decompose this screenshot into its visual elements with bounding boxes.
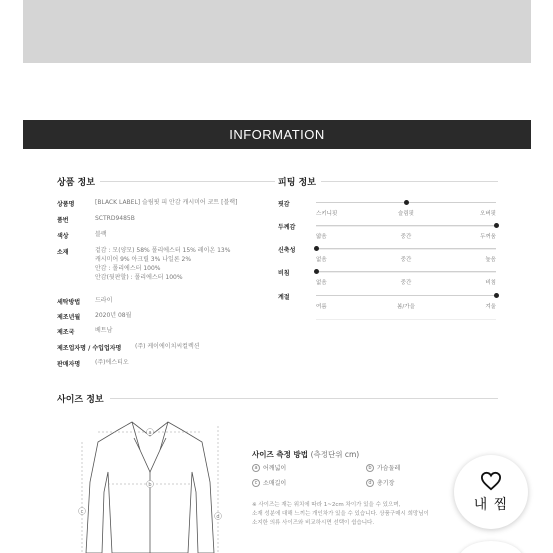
information-header: [23, 120, 531, 149]
diagram-mark-a: a: [148, 429, 152, 436]
fit-option-label: 없음: [316, 257, 327, 263]
fit-scale-track: [316, 202, 496, 203]
table-row: 제조년월 2020년 08월: [57, 312, 132, 321]
fit-level-indicator: [404, 200, 409, 205]
fit-option-label: 높음: [485, 257, 496, 263]
fit-label: 계절: [278, 294, 290, 301]
fit-option-label: 없음: [316, 280, 327, 286]
diagram-mark-c: c: [80, 508, 84, 515]
fit-scale-track: [316, 248, 496, 249]
wishlist-button[interactable]: [454, 455, 528, 529]
measure-item-sleeve: c 소매길이: [252, 478, 286, 487]
fit-row-divider: [316, 319, 496, 320]
size-note-line-1: ※ 사이즈는 재는 위치에 따라 1~2cm 차이가 있을 수 있으며,: [252, 502, 401, 508]
fit-info-divider: [321, 181, 498, 182]
fit-label: 핏감: [278, 201, 290, 208]
table-row: 제조국 베트남: [57, 327, 113, 336]
table-row: 상품명 [BLACK LABEL] 슬림핏 피 안감 캐시미어 코트 [블랙]: [57, 199, 238, 208]
product-image-bottom-strip: [23, 0, 531, 63]
size-note-line-2: 소재 성분에 대해 느끼는 개인차가 있을 수 있습니다. 상품구매시 희망님이: [252, 511, 429, 517]
fit-label: 비침: [278, 270, 290, 277]
fit-scale-track: [316, 271, 496, 272]
fit-level-indicator: [314, 246, 319, 251]
fit-option-label: 봄/가을: [397, 304, 415, 310]
table-row: 소재 겉감 : 모(양모) 58% 폴리에스터 15% 레이온 13% 캐시미어 9% 아크릴 3% 나일론 2% 안감 : 폴리에스터 100% 안감(뒷판할) : 폴리에스터 100%: [57, 247, 231, 281]
table-row: 색상 블랙: [57, 231, 107, 240]
fit-option-label: 스키니핏: [316, 211, 338, 217]
measure-mark: a: [252, 464, 260, 472]
table-row: 판매자명 (주)에스티오: [57, 359, 129, 368]
size-info-title: 사이즈 정보: [57, 395, 104, 405]
fit-level-indicator: [314, 269, 319, 274]
size-note-line-3: 소지한 의류 사이즈와 비교하시면 선택이 쉽습니다.: [252, 520, 375, 526]
fit-option-label: 비침: [485, 280, 496, 286]
fit-option-label: 슬림핏: [398, 211, 414, 217]
product-info-title: 상품 정보: [57, 178, 95, 188]
fit-option-label: 중간: [400, 280, 412, 286]
size-info-divider: [110, 398, 498, 399]
wishlist-label: 내 찜: [473, 496, 509, 513]
coat-lapel: [134, 438, 166, 450]
diagram-mark-d: d: [216, 513, 220, 520]
fit-label: 신축성: [278, 247, 296, 254]
fit-label: 두께감: [278, 224, 296, 231]
fit-row: [278, 292, 498, 322]
fit-option-label: 중간: [400, 234, 412, 240]
heart-icon: [480, 471, 502, 491]
information-title: INFORMATION: [229, 127, 325, 142]
fit-option-label: 얇음: [316, 234, 327, 240]
product-info-divider: [100, 181, 275, 182]
table-row: 세탁방법 드라이: [57, 297, 113, 306]
measure-method-title: 사이즈 측정 방법 (측정단위 cm): [252, 450, 360, 459]
measure-item-chest: b 가슴둘레: [366, 463, 400, 472]
measure-item-length: d 총기장: [366, 478, 394, 487]
fit-scale-track: [316, 295, 496, 296]
table-row: 품번 SCTRD9485B: [57, 215, 135, 224]
fit-option-label: 여름: [316, 304, 327, 310]
measure-mark: b: [366, 464, 374, 472]
coat-size-diagram: [70, 412, 230, 553]
measure-mark: c: [252, 479, 260, 487]
floating-button[interactable]: [458, 541, 524, 553]
fit-level-indicator: [494, 293, 499, 298]
fit-option-label: 중간: [400, 257, 412, 263]
measure-mark: d: [366, 479, 374, 487]
fit-info-title: 피팅 정보: [278, 178, 316, 188]
fit-option-label: 겨울: [485, 304, 496, 310]
fit-level-indicator: [494, 223, 499, 228]
measure-item-shoulder: a 어깨넓이: [252, 463, 286, 472]
fit-option-label: 오버핏: [480, 211, 496, 217]
fit-option-label: 두꺼움: [480, 234, 496, 240]
table-row: 제조업자명 / 수입업자명 (주) 케이에이치씨컬렉션: [57, 343, 200, 352]
diagram-mark-b: b: [148, 481, 152, 488]
fit-scale-track: [316, 225, 496, 226]
